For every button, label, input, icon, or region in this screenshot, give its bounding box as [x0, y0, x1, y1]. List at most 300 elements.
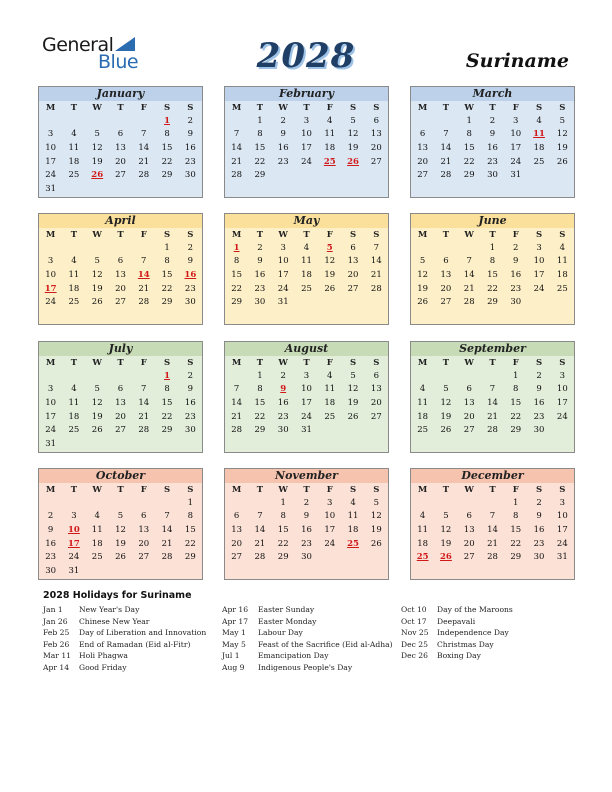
day-cell: 9 [303, 511, 310, 522]
weekday-label: S [535, 229, 543, 240]
week-row [411, 155, 574, 169]
weekday-header [411, 228, 574, 241]
day-cell: 29 [277, 552, 289, 563]
day-cell: 8 [164, 129, 170, 140]
day-cell: 16 [487, 142, 498, 153]
day-cell: 26 [91, 425, 103, 436]
holiday-entry [222, 628, 398, 640]
holiday-date: Dec 25 [401, 639, 428, 649]
day-cell: 15 [510, 397, 522, 408]
weekday-label: S [535, 484, 543, 495]
day-cell: 21 [138, 411, 150, 422]
day-cell: 2 [489, 115, 496, 126]
day-cell: 12 [115, 524, 126, 535]
day-cell: 25 [556, 283, 568, 294]
month-name: February [225, 87, 388, 101]
week-row [39, 423, 202, 437]
week-row [39, 155, 202, 169]
day-cell: 26 [115, 552, 126, 563]
day-cell: 6 [117, 129, 124, 140]
day-cell: 17 [45, 411, 57, 422]
day-cell: 18 [417, 538, 429, 549]
day-cell: 6 [350, 242, 356, 253]
day-cell: 8 [280, 511, 286, 522]
day-cell: 20 [463, 411, 475, 422]
day-cell: 5 [559, 115, 566, 126]
day-cell: 30 [184, 425, 196, 436]
holiday-name: Christmas Day [437, 639, 494, 649]
day-cell: 15 [254, 142, 266, 153]
day-cell: 3 [303, 370, 310, 381]
day-cell: 2 [303, 497, 310, 508]
day-cell: 4 [419, 384, 426, 395]
day-cell: 30 [301, 552, 312, 563]
week-row [411, 510, 574, 524]
week-row [39, 564, 202, 578]
weekday-label: T [256, 229, 264, 240]
weekday-label: W [92, 102, 102, 113]
day-cell: 3 [71, 511, 77, 522]
week-row [39, 369, 202, 383]
day-cell: 23 [45, 552, 57, 563]
day-cell: 13 [115, 142, 126, 153]
weekday-label: F [140, 102, 147, 113]
day-cell: 11 [68, 269, 80, 280]
day-cell: 27 [463, 425, 475, 436]
day-cell: 6 [233, 511, 240, 522]
day-cell: 4 [71, 129, 77, 140]
weekday-label: S [349, 484, 357, 495]
day-cell: 19 [91, 283, 103, 294]
month-name: March [411, 87, 574, 101]
weekday-label: S [187, 229, 194, 240]
day-cell: 21 [138, 283, 150, 294]
week-row [39, 496, 202, 510]
weekday-label: S [535, 102, 543, 113]
day-cell: 9 [513, 256, 519, 267]
week-row [39, 128, 202, 142]
day-cell: 5 [419, 256, 426, 267]
day-cell: 12 [91, 269, 103, 280]
day-cell: 5 [94, 129, 100, 140]
day-cell: 28 [487, 425, 498, 436]
holiday-date: Apr 14 [43, 662, 70, 672]
day-cell: 4 [71, 256, 77, 267]
day-cell: 5 [443, 511, 449, 522]
day-cell: 31 [556, 552, 568, 563]
weekday-header [39, 228, 202, 241]
weekday-label: W [278, 102, 288, 113]
day-cell: 10 [45, 397, 57, 408]
weekday-label: M [231, 357, 242, 368]
day-cell: 7 [489, 511, 496, 522]
day-cell: 5 [117, 511, 124, 522]
day-cell: 3 [47, 129, 54, 140]
day-cell: 14 [138, 142, 150, 153]
weekday-label: W [278, 357, 288, 368]
week-row [225, 396, 388, 410]
weekday-label: W [278, 229, 288, 240]
day-cell: 22 [487, 283, 498, 294]
day-cell: 12 [347, 129, 359, 140]
holiday-date: Feb 25 [43, 628, 70, 638]
day-cell: 11 [417, 397, 429, 408]
week-row [411, 410, 574, 424]
weekday-label: F [326, 102, 333, 113]
weekday-label: S [373, 357, 380, 368]
weekday-label: T [489, 229, 496, 240]
holiday-date: Jan 26 [43, 616, 68, 626]
day-cell: 21 [463, 283, 475, 294]
day-cell: 15 [161, 397, 173, 408]
holiday-name: Deepavali [437, 616, 476, 626]
day-cell: 24 [556, 411, 568, 422]
week-row [39, 396, 202, 410]
country-title: Suriname [465, 50, 569, 72]
day-cell: 13 [370, 384, 382, 395]
holiday-date: May 1 [222, 628, 246, 638]
day-cell: 2 [513, 242, 519, 253]
holiday-name: Independence Day [437, 628, 509, 638]
day-cell: 4 [350, 497, 356, 508]
week-row [225, 282, 388, 296]
day-cell: 23 [184, 283, 196, 294]
holiday-day-cell: 1 [233, 242, 240, 253]
day-cell: 25 [91, 552, 103, 563]
day-cell: 10 [556, 511, 568, 522]
day-cell: 5 [350, 370, 356, 381]
day-cell: 18 [556, 269, 568, 280]
day-cell: 22 [277, 538, 289, 549]
weekday-label: S [349, 229, 357, 240]
holiday-day-cell: 17 [68, 538, 80, 549]
day-cell: 30 [510, 297, 522, 308]
week-row [225, 268, 388, 282]
day-cell: 23 [184, 411, 196, 422]
day-cell: 26 [347, 411, 359, 422]
day-cell: 27 [370, 411, 382, 422]
day-cell: 8 [257, 129, 263, 140]
day-cell: 3 [303, 115, 310, 126]
weekday-label: M [45, 484, 56, 495]
holiday-name: Labour Day [258, 628, 303, 638]
day-cell: 21 [161, 538, 173, 549]
day-cell: 23 [301, 538, 312, 549]
day-cell: 28 [138, 425, 150, 436]
day-cell: 10 [277, 256, 289, 267]
day-cell: 20 [115, 411, 126, 422]
weekday-label: S [373, 229, 380, 240]
day-cell: 9 [47, 524, 54, 535]
weekday-label: T [442, 229, 450, 240]
holiday-day-cell: 17 [44, 283, 57, 294]
weekday-label: T [442, 102, 450, 113]
day-cell: 10 [533, 256, 545, 267]
day-cell: 17 [324, 524, 336, 535]
holiday-day-cell: 25 [416, 552, 429, 563]
day-cell: 27 [370, 156, 382, 167]
day-cell: 5 [443, 384, 449, 395]
day-cell: 24 [277, 283, 289, 294]
day-cell: 11 [417, 524, 429, 535]
day-cell: 9 [536, 384, 542, 395]
holiday-day-cell: 9 [280, 384, 287, 395]
holiday-date: Jan 1 [43, 605, 63, 614]
week-row [225, 295, 388, 309]
day-cell: 18 [68, 283, 80, 294]
holiday-entry [401, 628, 547, 640]
day-cell: 2 [187, 115, 194, 126]
weekday-label: F [326, 357, 333, 368]
day-cell: 24 [324, 538, 336, 549]
holiday-date: Dec 26 [401, 651, 428, 661]
weekday-label: M [45, 229, 56, 240]
day-cell: 29 [254, 425, 266, 436]
day-cell: 25 [324, 411, 336, 422]
day-cell: 17 [510, 142, 522, 153]
day-cell: 27 [231, 552, 243, 563]
week-row [39, 141, 202, 155]
day-cell: 3 [280, 242, 286, 253]
day-cell: 21 [370, 269, 382, 280]
day-cell: 19 [440, 538, 452, 549]
week-row [39, 268, 202, 282]
day-cell: 2 [280, 370, 286, 381]
day-cell: 15 [161, 142, 173, 153]
day-cell: 13 [138, 524, 150, 535]
day-cell: 26 [440, 425, 452, 436]
day-cell: 9 [187, 129, 194, 140]
day-cell: 11 [556, 256, 568, 267]
week-row [225, 496, 388, 510]
day-cell: 23 [184, 156, 196, 167]
holiday-day-cell: 10 [68, 524, 80, 535]
day-cell: 28 [161, 552, 173, 563]
day-cell: 22 [510, 411, 522, 422]
day-cell: 18 [91, 538, 103, 549]
day-cell: 29 [231, 297, 243, 308]
day-cell: 21 [487, 538, 498, 549]
day-cell: 3 [513, 115, 519, 126]
day-cell: 26 [370, 538, 382, 549]
holiday-entry [222, 651, 398, 663]
weekday-label: M [45, 357, 56, 368]
day-cell: 14 [231, 397, 243, 408]
holiday-entry [43, 617, 219, 629]
day-cell: 15 [254, 397, 266, 408]
day-cell: 7 [233, 129, 240, 140]
day-cell: 15 [487, 269, 498, 280]
day-cell: 5 [94, 256, 100, 267]
weekday-label: M [231, 229, 242, 240]
day-cell: 7 [141, 384, 147, 395]
month-name: July [39, 342, 202, 356]
holiday-entry [43, 628, 219, 640]
weekday-label: W [464, 357, 474, 368]
week-row [411, 523, 574, 537]
day-cell: 16 [45, 538, 57, 549]
day-cell: 22 [254, 156, 266, 167]
day-cell: 30 [184, 297, 196, 308]
week-row [225, 510, 388, 524]
day-cell: 30 [487, 170, 498, 181]
day-cell: 30 [533, 552, 545, 563]
day-cell: 9 [187, 384, 194, 395]
day-cell: 27 [138, 552, 150, 563]
holiday-entry [43, 605, 219, 617]
weekday-label: T [70, 357, 78, 368]
holiday-entry [222, 663, 398, 675]
holiday-name: Day of the Maroons [437, 605, 513, 614]
day-cell: 11 [324, 384, 336, 395]
day-cell: 22 [510, 538, 522, 549]
day-cell: 19 [115, 538, 126, 549]
day-cell: 17 [556, 397, 568, 408]
day-cell: 14 [138, 397, 150, 408]
day-cell: 4 [71, 384, 77, 395]
day-cell: 31 [45, 438, 57, 449]
day-cell: 16 [533, 524, 545, 535]
day-cell: 5 [373, 497, 380, 508]
weekday-label: M [231, 102, 242, 113]
month-october [38, 468, 203, 580]
week-row [411, 128, 574, 142]
day-cell: 17 [556, 524, 568, 535]
day-cell: 3 [327, 497, 333, 508]
weekday-label: W [278, 484, 288, 495]
day-cell: 9 [489, 129, 496, 140]
day-cell: 4 [536, 115, 542, 126]
day-cell: 2 [536, 497, 542, 508]
weekday-label: T [256, 102, 264, 113]
holiday-entry [401, 640, 547, 652]
day-cell: 31 [277, 297, 289, 308]
day-cell: 12 [91, 142, 103, 153]
day-cell: 9 [536, 511, 542, 522]
day-cell: 29 [254, 170, 266, 181]
day-cell: 7 [373, 242, 380, 253]
month-september [410, 341, 575, 453]
day-cell: 23 [533, 411, 545, 422]
month-name: September [411, 342, 574, 356]
holiday-date: Aug 9 [222, 662, 245, 672]
day-cell: 1 [187, 497, 194, 508]
day-cell: 13 [463, 397, 475, 408]
day-cell: 3 [559, 497, 566, 508]
day-cell: 31 [45, 183, 57, 194]
day-cell: 19 [91, 411, 103, 422]
holiday-date: Mar 11 [43, 651, 72, 661]
logo-text-blue: Blue [98, 51, 139, 73]
day-cell: 10 [324, 511, 336, 522]
day-cell: 27 [440, 297, 452, 308]
day-cell: 20 [370, 142, 382, 153]
holiday-entry [401, 617, 547, 629]
day-cell: 23 [510, 283, 522, 294]
day-cell: 19 [324, 269, 336, 280]
week-row [225, 168, 388, 182]
day-cell: 30 [533, 425, 545, 436]
week-row [411, 537, 574, 551]
day-cell: 10 [556, 384, 568, 395]
day-cell: 14 [161, 524, 173, 535]
weekday-label: W [92, 357, 102, 368]
day-cell: 19 [556, 142, 568, 153]
day-cell: 13 [440, 269, 452, 280]
day-cell: 1 [164, 242, 170, 253]
day-cell: 14 [463, 269, 475, 280]
day-cell: 2 [47, 511, 54, 522]
day-cell: 15 [463, 142, 475, 153]
day-cell: 29 [510, 425, 522, 436]
day-cell: 14 [370, 256, 382, 267]
weekday-label: T [117, 102, 124, 113]
week-row [225, 114, 388, 128]
weekday-label: T [442, 357, 450, 368]
day-cell: 27 [347, 283, 359, 294]
day-cell: 27 [115, 297, 126, 308]
day-cell: 18 [347, 524, 359, 535]
holiday-entry [222, 640, 398, 652]
day-cell: 7 [233, 384, 240, 395]
day-cell: 2 [536, 370, 542, 381]
day-cell: 20 [370, 397, 382, 408]
day-cell: 29 [184, 552, 196, 563]
weekday-header [225, 356, 388, 369]
day-cell: 12 [324, 256, 336, 267]
holiday-entry [401, 651, 547, 663]
day-cell: 2 [187, 370, 194, 381]
day-cell: 9 [187, 256, 194, 267]
day-cell: 9 [257, 256, 263, 267]
day-cell: 13 [463, 524, 475, 535]
day-cell: 22 [231, 283, 243, 294]
day-cell: 25 [68, 425, 80, 436]
weekday-header [39, 483, 202, 496]
month-december [410, 468, 575, 580]
holiday-name: Feast of the Sacrifice (Eid al-Adha) [258, 639, 393, 649]
day-cell: 7 [141, 256, 147, 267]
day-cell: 21 [231, 411, 243, 422]
holiday-name: Easter Monday [258, 616, 317, 626]
month-name: November [225, 469, 388, 483]
month-name: June [411, 214, 574, 228]
day-cell: 16 [277, 397, 289, 408]
day-cell: 29 [161, 425, 173, 436]
day-cell: 27 [463, 552, 475, 563]
holiday-name: End of Ramadan (Eid al-Fitr) [79, 639, 191, 649]
day-cell: 18 [324, 142, 336, 153]
day-cell: 7 [489, 384, 496, 395]
month-june [410, 213, 575, 325]
weekday-label: S [373, 484, 380, 495]
weekday-label: S [535, 357, 543, 368]
weekday-label: S [559, 102, 566, 113]
day-cell: 6 [373, 115, 380, 126]
day-cell: 21 [440, 156, 452, 167]
day-cell: 16 [277, 142, 289, 153]
weekday-label: S [163, 102, 171, 113]
weekday-label: F [512, 357, 519, 368]
month-february [224, 86, 389, 198]
day-cell: 12 [440, 397, 452, 408]
weekday-header [411, 101, 574, 114]
day-cell: 28 [138, 297, 150, 308]
day-cell: 12 [556, 129, 568, 140]
day-cell: 24 [556, 538, 568, 549]
weekday-label: S [349, 102, 357, 113]
year-title: 2028 [256, 36, 356, 76]
